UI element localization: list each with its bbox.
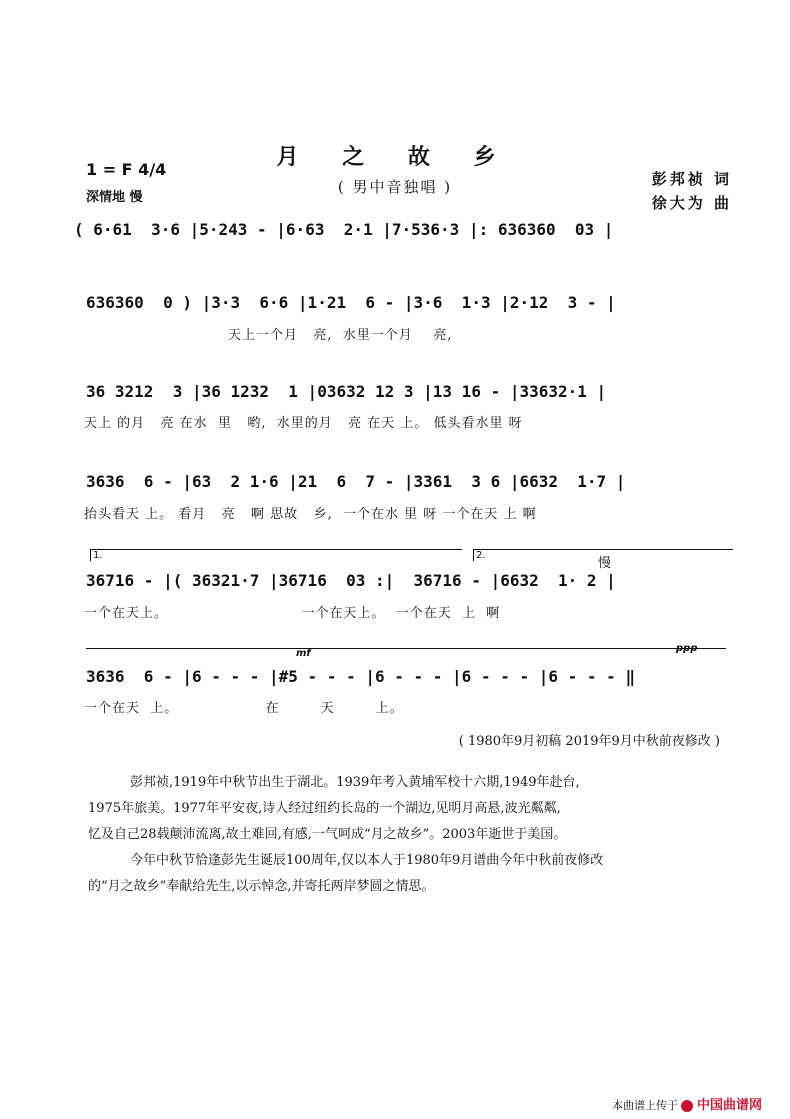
note-paragraph-line: 今年中秋节恰逢彭先生诞辰100周年,仅以本人于1980年9月谱曲今年中秋前夜修改 xyxy=(130,853,604,868)
score-row-1-notes: ( 6·61 3·6 |5·243 - |6·63 2·1 |7·536·3 |: 636360 03 | xyxy=(74,220,614,239)
volta-1-edge xyxy=(90,549,91,561)
site-footer xyxy=(612,1094,762,1113)
note-paragraph-line: 的“月之故乡”奉献给先生,以示悼念,并寄托两岸梦圆之情思。 xyxy=(88,879,435,894)
score-row-6-notes: 3636 6 - |6 - - - |#5 - - - |6 - - - |6 - - - |6 - - - ‖ xyxy=(86,667,636,686)
lyricist-credit: 彭邦祯 词 xyxy=(651,170,732,188)
composer-credit: 徐大为 曲 xyxy=(651,194,732,212)
score-row-5-lyrics: 一个在天上。 一个在天上。 一个在天 上 啊 xyxy=(84,606,501,621)
song-subtitle: ( 男中音独唱 ) xyxy=(337,178,453,196)
site-logo-icon xyxy=(681,1100,693,1112)
score-row-4-lyrics: 抬头看天 上。 看月 亮 啊 思故 乡, 一个在水 里 呀 一个在天 上 啊 xyxy=(84,507,537,522)
note-paragraph-line: 忆及自己28载颠沛流离,故土难回,有感,一气呵成“月之故乡”。2003年逝世于美国。 xyxy=(88,827,567,842)
composer-notes xyxy=(88,770,738,900)
score-row-3-lyrics: 天上 的月 亮 在水 里 哟, 水里的月 亮 在天 上。 低头看水里 呀 xyxy=(84,416,523,431)
volta-2-edge xyxy=(473,549,474,561)
volta-2-bracket xyxy=(473,549,733,550)
note-paragraph-line: 1975年旅美。1977年平安夜,诗人经过纽约长岛的一个湖边,见明月高悬,波光粼粼, xyxy=(88,801,561,816)
key-signature: 1 = F 4/4 xyxy=(86,160,167,179)
score-row-5-notes: 36716 - |( 36321·7 |36716 03 :| 36716 - |6632 1· 2 | xyxy=(86,571,616,590)
footer-brand[interactable]: 中国曲谱网 xyxy=(696,1098,762,1113)
score-row-6-lyrics: 一个在天 上。 在 天 上。 xyxy=(84,701,404,716)
volta-1-bracket xyxy=(90,549,462,550)
score-row-2-lyrics: 天上一个月 亮, 水里一个月 亮, xyxy=(228,328,453,343)
tempo-marking: 深情地 慢 xyxy=(86,190,143,205)
slow-marking: 慢 xyxy=(598,556,612,571)
note-paragraph-line: 彭邦祯,1919年中秋节出生于湖北。1939年考入黄埔军校十六期,1949年赴台, xyxy=(130,775,580,790)
song-title: 月 之 故 乡 xyxy=(276,144,514,170)
phrase-line xyxy=(86,648,726,649)
date-note: ( 1980年9月初稿 2019年9月中秋前夜修改 ) xyxy=(458,734,720,749)
dynamic-mf: mf xyxy=(296,648,311,659)
footer-upload-text: 本曲谱上传于 xyxy=(611,1099,678,1112)
volta-2-label: 2. xyxy=(476,550,486,561)
dynamic-ppp: ppp xyxy=(676,643,698,654)
score-row-4-notes: 3636 6 - |63 2 1·6 |21 6 7 - |3361 3 6 |6632 1·7 | xyxy=(86,472,626,491)
volta-1-label: 1. xyxy=(93,550,103,561)
score-row-2-notes: 636360 0 ) |3·3 6·6 |1·21 6 - |3·6 1·3 |2·12 3 - | xyxy=(86,293,616,312)
score-row-3-notes: 36 3212 3 |36 1232 1 |03632 12 3 |13 16 - |33632·1 | xyxy=(86,382,607,401)
